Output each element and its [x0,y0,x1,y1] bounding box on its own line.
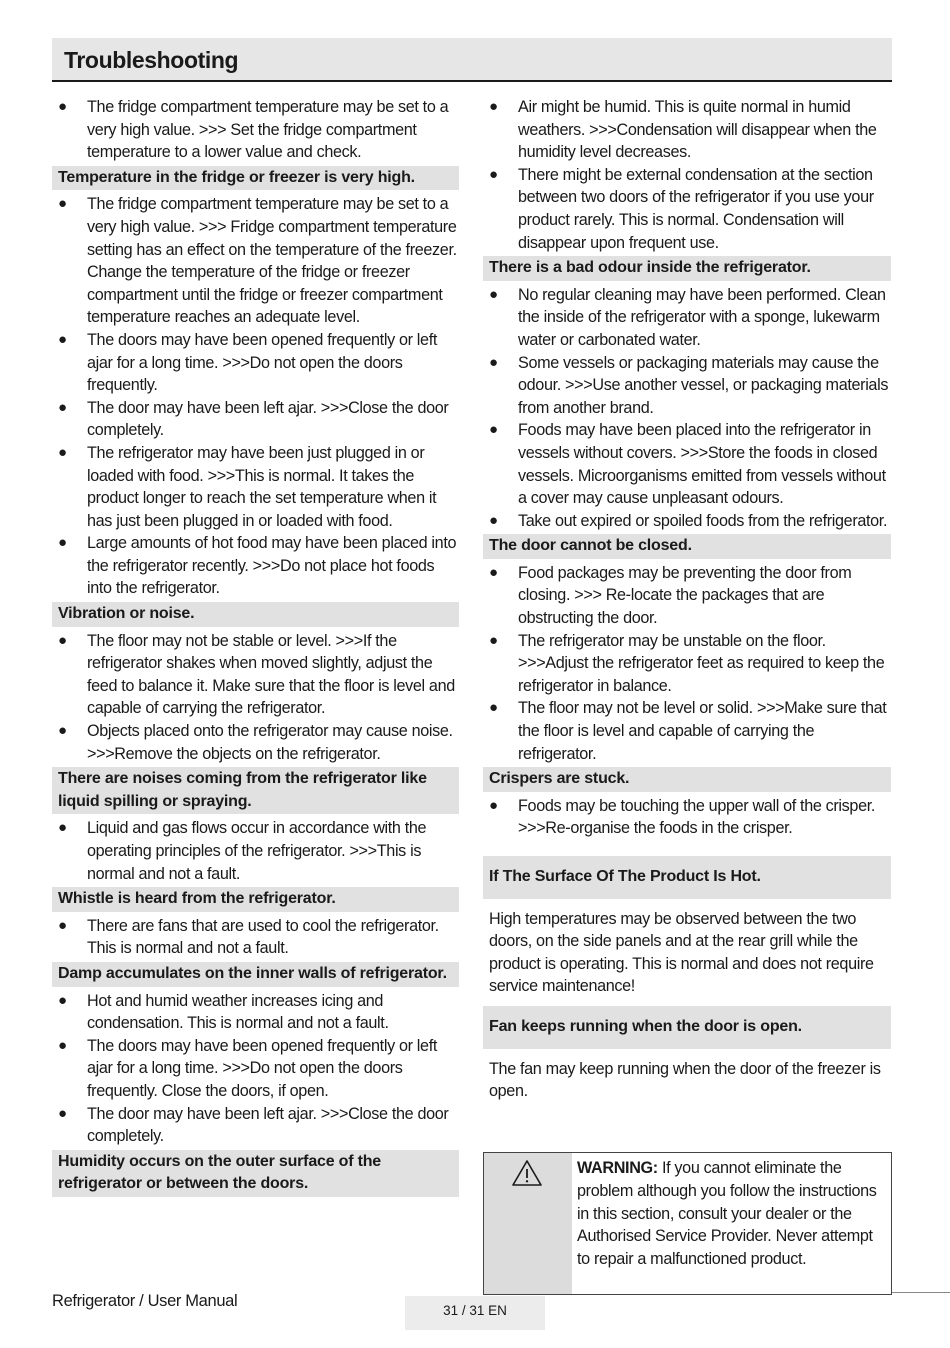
list-item: ● The fridge compartment temperature may be set to a very high value. >>> Fridge compartment temperature setting has an effect on the temperature of the freezer. Change the temperature of the fridge or freezer compartment until the fridge or freezer compartment temperature reaches an adequate level. [58,195,457,327]
bullet-icon: ● [489,285,498,303]
warning-box [483,1152,892,1295]
list-item: ● The refrigerator may have been just plugged in or loaded with food. >>>This is normal. It takes the product longer to reach the set temperature when it has just been plugged in or loaded with food. [58,443,437,530]
list-item: ● The fridge compartment temperature may be set to a very high value. >>> Set the fridge compartment temperature to a lower value and check. [58,98,449,162]
section-list [483,284,891,533]
left-column [52,96,459,1200]
bullet-icon: ● [489,796,498,814]
bullet-icon: ● [58,916,67,934]
list-item: ● There might be external condensation at the section between two doors of the refrigerator if you use your product rarely. This is normal. Condensation will disappear upon frequent use. [489,165,874,252]
bullet-icon: ● [489,165,498,183]
bullet-icon: ● [489,98,498,115]
bullet-icon: ● [489,353,498,371]
fan-text: The fan may keep running when the door of the freezer is open. [489,1059,881,1101]
list-item: ● Liquid and gas flows occur in accordance with the operating principles of the refrigerator. >>>This is normal and not a fault. [58,819,427,883]
bullet-icon: ● [58,330,67,348]
list-item: ● No regular cleaning may have been performed. Clean the inside of the refrigerator with a sponge, lukewarm water or carbonated water. [489,285,886,349]
bullet-icon: ● [58,1036,67,1054]
section-list [52,193,459,600]
bullet-icon: ● [58,443,67,461]
bullet-icon: ● [489,563,498,581]
bullet-icon: ● [58,398,67,416]
bullet-icon: ● [489,631,498,649]
bullet-icon: ● [58,631,67,649]
section-heading: There is a bad odour inside the refrigerator. [483,256,891,281]
footer-divider [892,1292,950,1293]
bullet-icon: ● [58,991,67,1009]
warning-triangle-icon [511,1159,543,1187]
list-item: ● Some vessels or packaging materials may cause the odour. >>>Use another vessel, or packaging materials from another brand. [489,353,889,417]
bullet-icon: ● [58,1104,67,1122]
list-item: ● The floor may not be stable or level. >>>If the refrigerator shakes when moved slightly, adjust the feed to balance it. Make sure that the floor is level and capable of carrying the refrigerator. [58,631,455,718]
right-column [483,96,891,1103]
hot-surface-text: High temperatures may be observed between the two doors, on the side panels and at the rear grill while the product is operating. This is normal and does not require service maintenance! [489,909,874,996]
bullet-icon: ● [58,195,67,213]
bullet-icon: ● [489,421,498,439]
page-title: Troubleshooting [64,47,239,73]
bullet-icon: ● [489,511,498,529]
section-list [483,795,891,840]
hot-surface-heading: If The Surface Of The Product Is Hot. [483,856,891,899]
section-heading: Humidity occurs on the outer surface of the refrigerator or between the doors. [52,1150,459,1197]
list-item: ● The doors may have been opened frequently or left ajar for a long time. >>>Do not open the doors frequently. Close the doors, if open. [58,1036,438,1100]
list-item: ● Large amounts of hot food may have been placed into the refrigerator recently. >>>Do not place hot foods into the refrigerator. [58,534,457,598]
section-heading: Whistle is heard from the refrigerator. [52,887,459,912]
bullet-icon: ● [58,98,67,115]
section-list [52,630,459,766]
list-item: ● Objects placed onto the refrigerator may cause noise. >>>Remove the objects on the refrigerator. [58,722,453,763]
list-item: ● Take out expired or spoiled foods from the refrigerator. [483,510,891,533]
warning-icon-cell [484,1153,572,1294]
section-heading: Damp accumulates on the inner walls of refrigerator. [52,962,459,987]
section-heading: There are noises coming from the refrigerator like liquid spilling or spraying. [52,767,459,814]
list-item: ● Food packages may be preventing the door from closing. >>> Re-locate the packages that are obstructing the door. [489,563,852,628]
warning-text [577,1157,883,1271]
list-item: ● Air might be humid. This is quite normal in humid weathers. >>>Condensation will disappear when the humidity level decreases. [489,98,877,162]
list-item: ● Hot and humid weather increases icing and condensation. This is normal and not a fault. [58,991,389,1033]
list-item: ● There are fans that are used to cool the refrigerator. This is normal and not a fault. [58,916,439,958]
manual-label: Refrigerator / User Manual [52,1292,238,1310]
list-item: ● The door may have been left ajar. >>>Close the door completely. [58,398,449,440]
section-list [52,915,459,960]
page-number: 31 / 31 EN [405,1296,545,1330]
bullet-icon: ● [58,819,67,837]
fan-heading: Fan keeps running when the door is open. [483,1006,891,1049]
warning-message: If you cannot eliminate the problem although you follow the instructions in this section, consult your dealer or the Authorised Service Provider. Never attempt to repair a malfunctioned product. [577,1159,877,1269]
warning-label: WARNING: [577,1159,658,1177]
left-intro-list [52,96,459,164]
section-heading: Vibration or noise. [52,602,459,627]
section-list [52,817,459,885]
list-item: ● The floor may not be level or solid. >>>Make sure that the floor is level and capable of carrying the refrigerator. [489,699,887,763]
bullet-icon: ● [58,722,67,740]
list-item: ● The refrigerator may be unstable on the floor. >>>Adjust the refrigerator feet as required to keep the refrigerator in balance. [489,631,885,695]
section-list [483,562,891,765]
section-list [52,990,459,1148]
list-item: ● The doors may have been opened frequently or left ajar for a long time. >>>Do not open the doors frequently. [58,330,438,395]
section-heading: Temperature in the fridge or freezer is very high. [52,166,459,191]
right-intro-list [483,96,891,254]
bullet-icon: ● [58,534,67,552]
list-item: ● Foods may have been placed into the refrigerator in vessels without covers. >>>Store the foods in closed vessels. Microorganisms emitted from vessels without a cover may cause unpleasant odours. [489,421,886,508]
section-heading: The door cannot be closed. [483,534,891,559]
list-item: ● Foods may be touching the upper wall of the crisper. >>>Re-organise the foods in the crisper. [489,796,876,838]
list-item: ● The door may have been left ajar. >>>Close the door completely. [58,1104,449,1146]
section-heading: Crispers are stuck. [483,767,891,792]
bullet-icon: ● [489,699,498,717]
page-header [52,38,892,82]
